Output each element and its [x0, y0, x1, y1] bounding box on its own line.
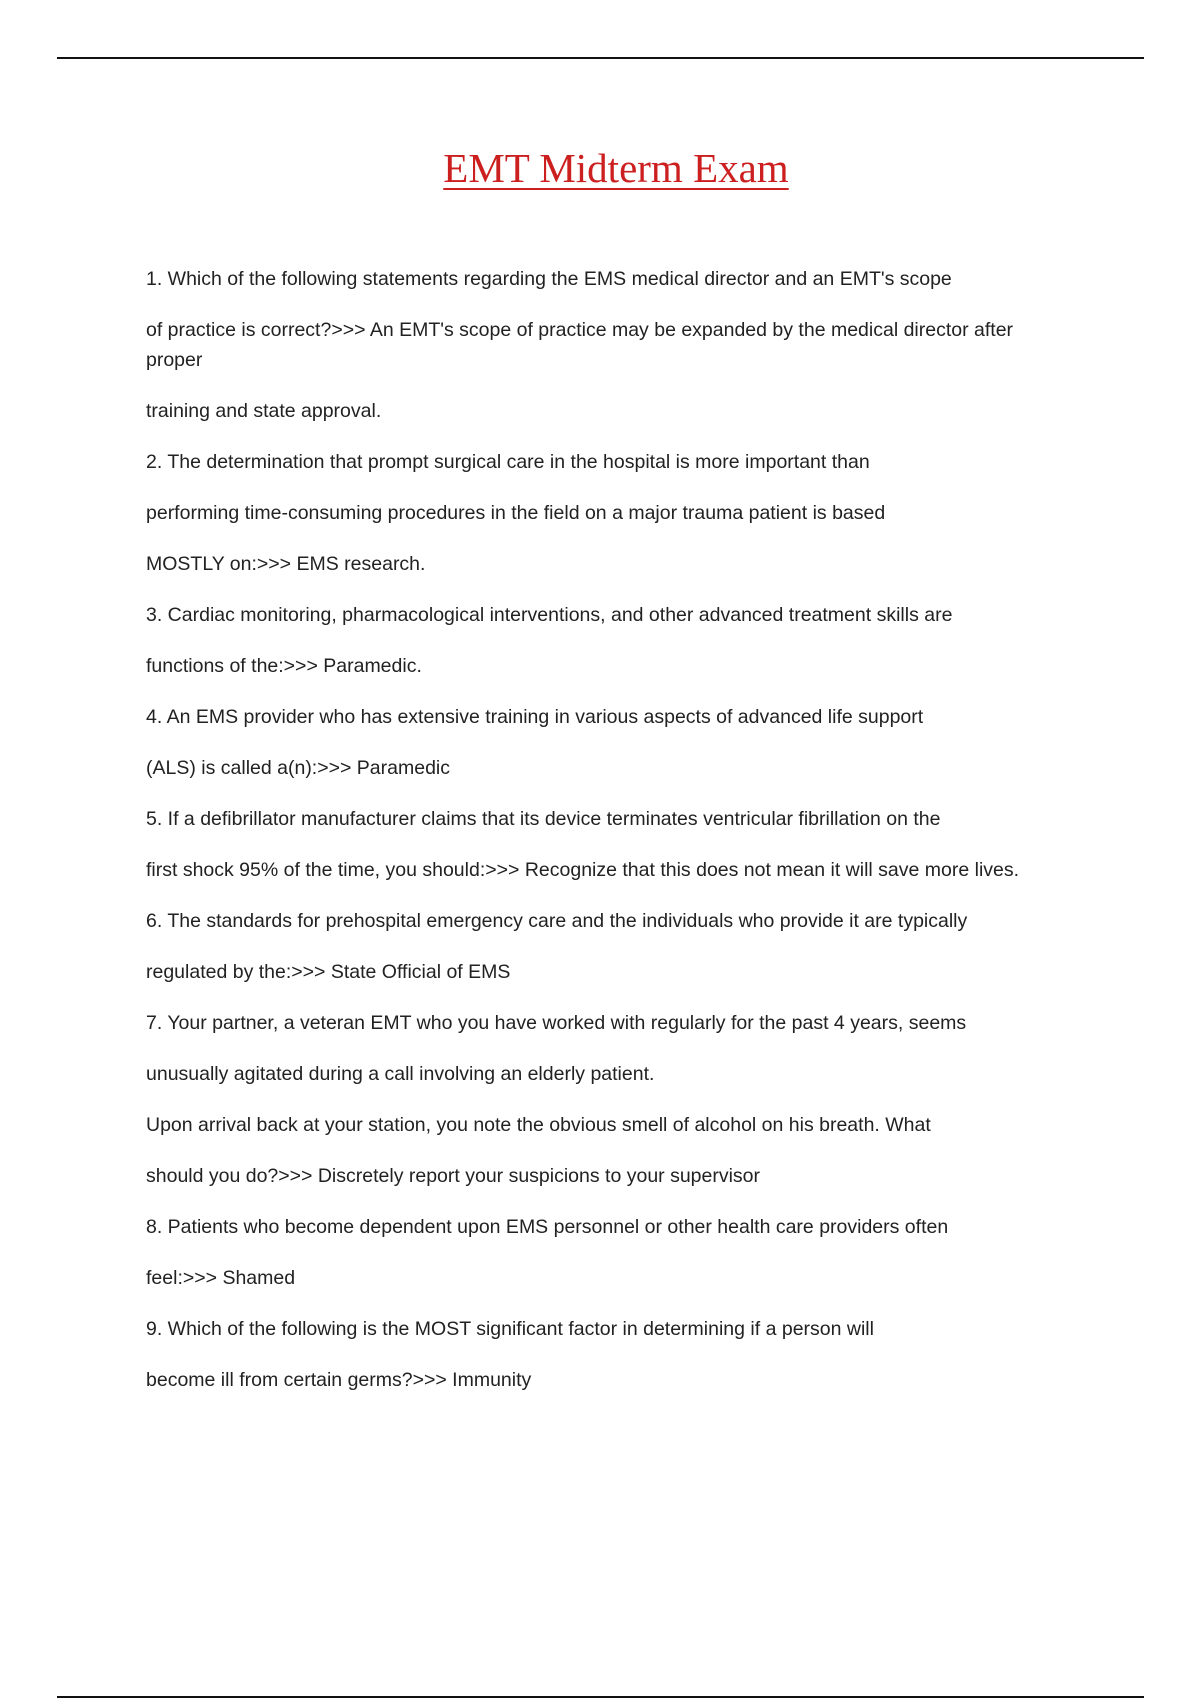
document-title-text: EMT Midterm Exam [443, 145, 789, 191]
text-line: 8. Patients who become dependent upon EMS personnel or other health care providers often [146, 1216, 949, 1238]
text-line: MOSTLY on:>>> EMS research. [146, 553, 426, 575]
text-line: 7. Your partner, a veteran EMT who you have worked with regularly for the past 4 years, seems [146, 1012, 967, 1034]
text-line: 4. An EMS provider who has extensive training in various aspects of advanced life support [146, 706, 924, 728]
text-line: of practice is correct?>>> An EMT's scope of practice may be expanded by the medical director after proper [146, 319, 1014, 371]
text-line: (ALS) is called a(n):>>> Paramedic [146, 757, 451, 779]
text-line: Upon arrival back at your station, you note the obvious smell of alcohol on his breath. What [146, 1114, 931, 1136]
document-body [146, 264, 1066, 1416]
text-line: should you do?>>> Discretely report your suspicions to your supervisor [146, 1165, 761, 1187]
text-line: 1. Which of the following statements regarding the EMS medical director and an EMT's scope [146, 268, 952, 290]
text-line: unusually agitated during a call involving an elderly patient. [146, 1063, 655, 1085]
text-line: 3. Cardiac monitoring, pharmacological interventions, and other advanced treatment skills are [146, 604, 953, 626]
text-line: regulated by the:>>> State Official of EMS [146, 961, 511, 983]
text-line: functions of the:>>> Paramedic. [146, 655, 422, 677]
bottom-rule [57, 1696, 1144, 1698]
text-line: 5. If a defibrillator manufacturer claims that its device terminates ventricular fibrillation on the [146, 808, 941, 830]
document-title [0, 140, 1200, 196]
text-line: performing time-consuming procedures in the field on a major trauma patient is based [146, 502, 886, 524]
text-line: 9. Which of the following is the MOST significant factor in determining if a person will [146, 1318, 874, 1340]
top-rule [57, 57, 1144, 59]
text-line: training and state approval. [146, 400, 382, 422]
text-line: feel:>>> Shamed [146, 1267, 296, 1289]
text-line: first shock 95% of the time, you should:>>> Recognize that this does not mean it will save more lives. [146, 859, 1020, 881]
text-line: 6. The standards for prehospital emergency care and the individuals who provide it are typically [146, 910, 968, 932]
text-line: 2. The determination that prompt surgical care in the hospital is more important than [146, 451, 870, 473]
text-line: become ill from certain germs?>>> Immunity [146, 1369, 532, 1391]
